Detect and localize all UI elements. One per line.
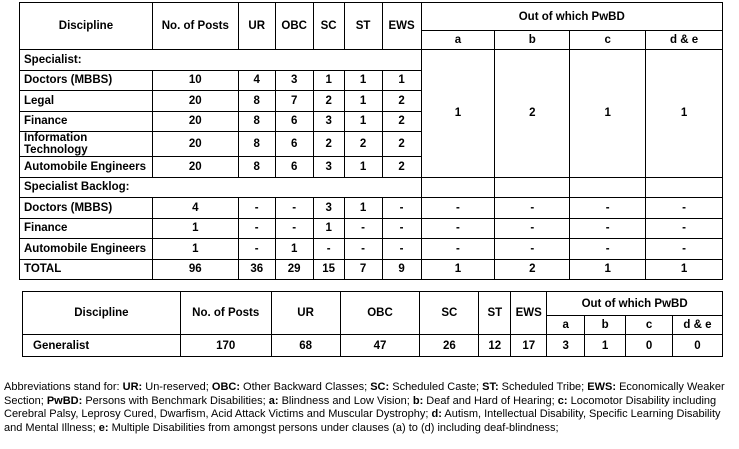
- row-sc: 3: [313, 157, 344, 178]
- row-st: -: [344, 218, 382, 239]
- row-ur: 8: [238, 157, 275, 178]
- row-st: 2: [344, 132, 382, 157]
- row-ews: -: [382, 198, 421, 219]
- row-ur: 68: [271, 335, 340, 357]
- row-posts: 4: [152, 198, 238, 219]
- row-pwbd-de: -: [646, 239, 723, 260]
- header-sc: SC: [313, 3, 344, 50]
- row-pwbd-b: -: [495, 218, 570, 239]
- row-discipline: Legal: [20, 91, 153, 112]
- row-st: 1: [344, 198, 382, 219]
- row-obc: 1: [275, 239, 313, 260]
- row-ur: 8: [238, 111, 275, 132]
- row-ews: 17: [511, 335, 547, 357]
- section-specialist-backlog: Specialist Backlog:: [20, 177, 422, 198]
- pwbd-de-cell: 1: [646, 50, 723, 178]
- empty-cell: [570, 177, 646, 198]
- row-ews: 2: [382, 132, 421, 157]
- header-pwbd: Out of which PwBD: [547, 292, 723, 316]
- row-posts: 10: [152, 70, 238, 91]
- abbrev-desc: Blindness and Low Vision;: [278, 394, 413, 407]
- abbreviations-note: [4, 381, 737, 435]
- row-discipline: Doctors (MBBS): [20, 70, 153, 91]
- row-discipline: Automobile Engineers: [20, 239, 153, 260]
- header-posts: No. of Posts: [180, 292, 271, 335]
- abbrev-term: a:: [268, 394, 279, 407]
- row-pwbd-c: -: [570, 239, 646, 260]
- row-sc: 26: [420, 335, 479, 357]
- header-ews: EWS: [382, 3, 421, 50]
- abbrev-term: OBC:: [211, 381, 240, 393]
- total-ur: 36: [238, 259, 275, 280]
- row-ews: 2: [382, 111, 421, 132]
- row-pwbd-a: -: [421, 198, 495, 219]
- total-row: [20, 259, 723, 280]
- row-pwbd-de: -: [646, 218, 723, 239]
- header-pwbd-a: a: [547, 316, 585, 335]
- row-ews: -: [382, 218, 421, 239]
- row-st: 1: [344, 91, 382, 112]
- abbrev-term: b:: [412, 394, 424, 407]
- row-st: -: [344, 239, 382, 260]
- total-pwbd-a: 1: [421, 259, 495, 280]
- table-row: [20, 218, 723, 239]
- header-obc: OBC: [275, 3, 313, 50]
- abbrev-term: ST:: [482, 381, 499, 393]
- header-ur: UR: [271, 292, 340, 335]
- total-sc: 15: [313, 259, 344, 280]
- row-pwbd-de: -: [646, 198, 723, 219]
- abbrev-desc: Multiple Disabilities from amongst persons under clauses (a) to (d) including deaf-blindness;: [108, 421, 559, 434]
- row-ur: -: [238, 218, 275, 239]
- row-discipline: Generalist: [23, 335, 181, 357]
- row-pwbd-c: -: [570, 218, 646, 239]
- row-posts: 170: [180, 335, 271, 357]
- empty-cell: [646, 177, 723, 198]
- row-ews: 1: [382, 70, 421, 91]
- row-pwbd-a: -: [421, 239, 495, 260]
- abbrev-desc: Persons with Benchmark Disabilities;: [82, 394, 269, 407]
- header-pwbd-a: a: [421, 31, 495, 50]
- row-obc: -: [275, 198, 313, 219]
- empty-cell: [421, 177, 495, 198]
- row-pwbd-b: -: [495, 239, 570, 260]
- header-pwbd-de: d & e: [646, 31, 723, 50]
- row-obc: 7: [275, 91, 313, 112]
- row-discipline: Doctors (MBBS): [20, 198, 153, 219]
- row-ur: 8: [238, 91, 275, 112]
- row-pwbd-de: 0: [672, 335, 722, 357]
- row-obc: 6: [275, 157, 313, 178]
- total-pwbd-de: 1: [646, 259, 723, 280]
- row-ur: -: [238, 239, 275, 260]
- table-row: [23, 335, 723, 357]
- row-posts: 1: [152, 218, 238, 239]
- abbrev-desc: Economically Weaker Section;: [4, 381, 725, 407]
- row-obc: 6: [275, 111, 313, 132]
- row-discipline: Finance: [20, 218, 153, 239]
- total-label: TOTAL: [20, 259, 153, 280]
- total-pwbd-b: 2: [495, 259, 570, 280]
- abbrev-intro: Abbreviations stand for:: [4, 381, 123, 393]
- abbrev-desc: Un-reserved;: [142, 381, 212, 393]
- abbrev-desc: Scheduled Tribe;: [498, 381, 588, 393]
- abbrev-term: UR:: [122, 381, 143, 393]
- row-pwbd-c: -: [570, 198, 646, 219]
- abbrev-term: EWS:: [587, 381, 617, 393]
- row-st: 1: [344, 157, 382, 178]
- header-st: ST: [479, 292, 511, 335]
- row-st: 12: [479, 335, 511, 357]
- header-ur: UR: [238, 3, 275, 50]
- row-ews: 2: [382, 91, 421, 112]
- row-sc: 2: [313, 91, 344, 112]
- row-ews: -: [382, 239, 421, 260]
- row-sc: 2: [313, 132, 344, 157]
- header-discipline: Discipline: [23, 292, 181, 335]
- total-posts: 96: [152, 259, 238, 280]
- abbrev-desc: Autism, Intellectual Disability, Specific Learning Disability and Mental Illness;: [4, 408, 721, 434]
- row-posts: 20: [152, 132, 238, 157]
- abbrev-term: SC:: [370, 381, 390, 393]
- row-ur: 8: [238, 132, 275, 157]
- row-pwbd-a: 3: [547, 335, 585, 357]
- total-ews: 9: [382, 259, 421, 280]
- abbrev-desc: Other Backward Classes;: [240, 381, 371, 393]
- total-obc: 29: [275, 259, 313, 280]
- total-pwbd-c: 1: [570, 259, 646, 280]
- row-pwbd-b: 1: [585, 335, 626, 357]
- header-pwbd-c: c: [570, 31, 646, 50]
- row-discipline: Information Technology: [20, 132, 153, 157]
- row-obc: -: [275, 218, 313, 239]
- row-posts: 20: [152, 91, 238, 112]
- row-sc: 3: [313, 111, 344, 132]
- row-ur: -: [238, 198, 275, 219]
- row-discipline: Finance: [20, 111, 153, 132]
- empty-cell: [495, 177, 570, 198]
- table-row: [20, 239, 723, 260]
- row-posts: 20: [152, 111, 238, 132]
- abbrev-term: PwBD:: [46, 394, 83, 407]
- row-ur: 4: [238, 70, 275, 91]
- header-obc: OBC: [340, 292, 420, 335]
- abbrev-desc: Locomotor Disability including Cerebral Palsy, Leprosy Cured, Dwarfism, Acid Attack Victims and Muscular Dystrophy;: [4, 394, 717, 421]
- specialist-vacancy-table: [19, 2, 723, 280]
- row-posts: 20: [152, 157, 238, 178]
- header-ews: EWS: [511, 292, 547, 335]
- row-posts: 1: [152, 239, 238, 260]
- header-pwbd-b: b: [495, 31, 570, 50]
- section-specialist: Specialist:: [20, 50, 422, 71]
- row-pwbd-c: 0: [626, 335, 673, 357]
- abbrev-desc: Deaf and Hard of Hearing;: [423, 394, 558, 407]
- abbrev-term: c:: [557, 394, 568, 407]
- abbrev-term: d:: [431, 408, 442, 421]
- generalist-vacancy-table: [22, 291, 723, 357]
- header-sc: SC: [420, 292, 479, 335]
- abbrev-term: e:: [98, 421, 109, 434]
- row-pwbd-a: -: [421, 218, 495, 239]
- row-sc: -: [313, 239, 344, 260]
- row-sc: 1: [313, 218, 344, 239]
- pwbd-c-cell: 1: [570, 50, 646, 178]
- row-st: 1: [344, 70, 382, 91]
- row-sc: 1: [313, 70, 344, 91]
- row-ews: 2: [382, 157, 421, 178]
- row-st: 1: [344, 111, 382, 132]
- header-pwbd-b: b: [585, 316, 626, 335]
- total-st: 7: [344, 259, 382, 280]
- row-pwbd-b: -: [495, 198, 570, 219]
- abbrev-desc: Scheduled Caste;: [389, 381, 483, 393]
- table-row: [20, 198, 723, 219]
- row-sc: 3: [313, 198, 344, 219]
- row-obc: 47: [340, 335, 420, 357]
- header-pwbd: Out of which PwBD: [421, 3, 722, 31]
- row-discipline: Automobile Engineers: [20, 157, 153, 178]
- header-pwbd-c: c: [626, 316, 673, 335]
- header-posts: No. of Posts: [152, 3, 238, 50]
- row-obc: 6: [275, 132, 313, 157]
- pwbd-a-cell: 1: [421, 50, 495, 178]
- pwbd-b-cell: 2: [495, 50, 570, 178]
- row-obc: 3: [275, 70, 313, 91]
- header-pwbd-de: d & e: [672, 316, 722, 335]
- header-st: ST: [344, 3, 382, 50]
- header-discipline: Discipline: [20, 3, 153, 50]
